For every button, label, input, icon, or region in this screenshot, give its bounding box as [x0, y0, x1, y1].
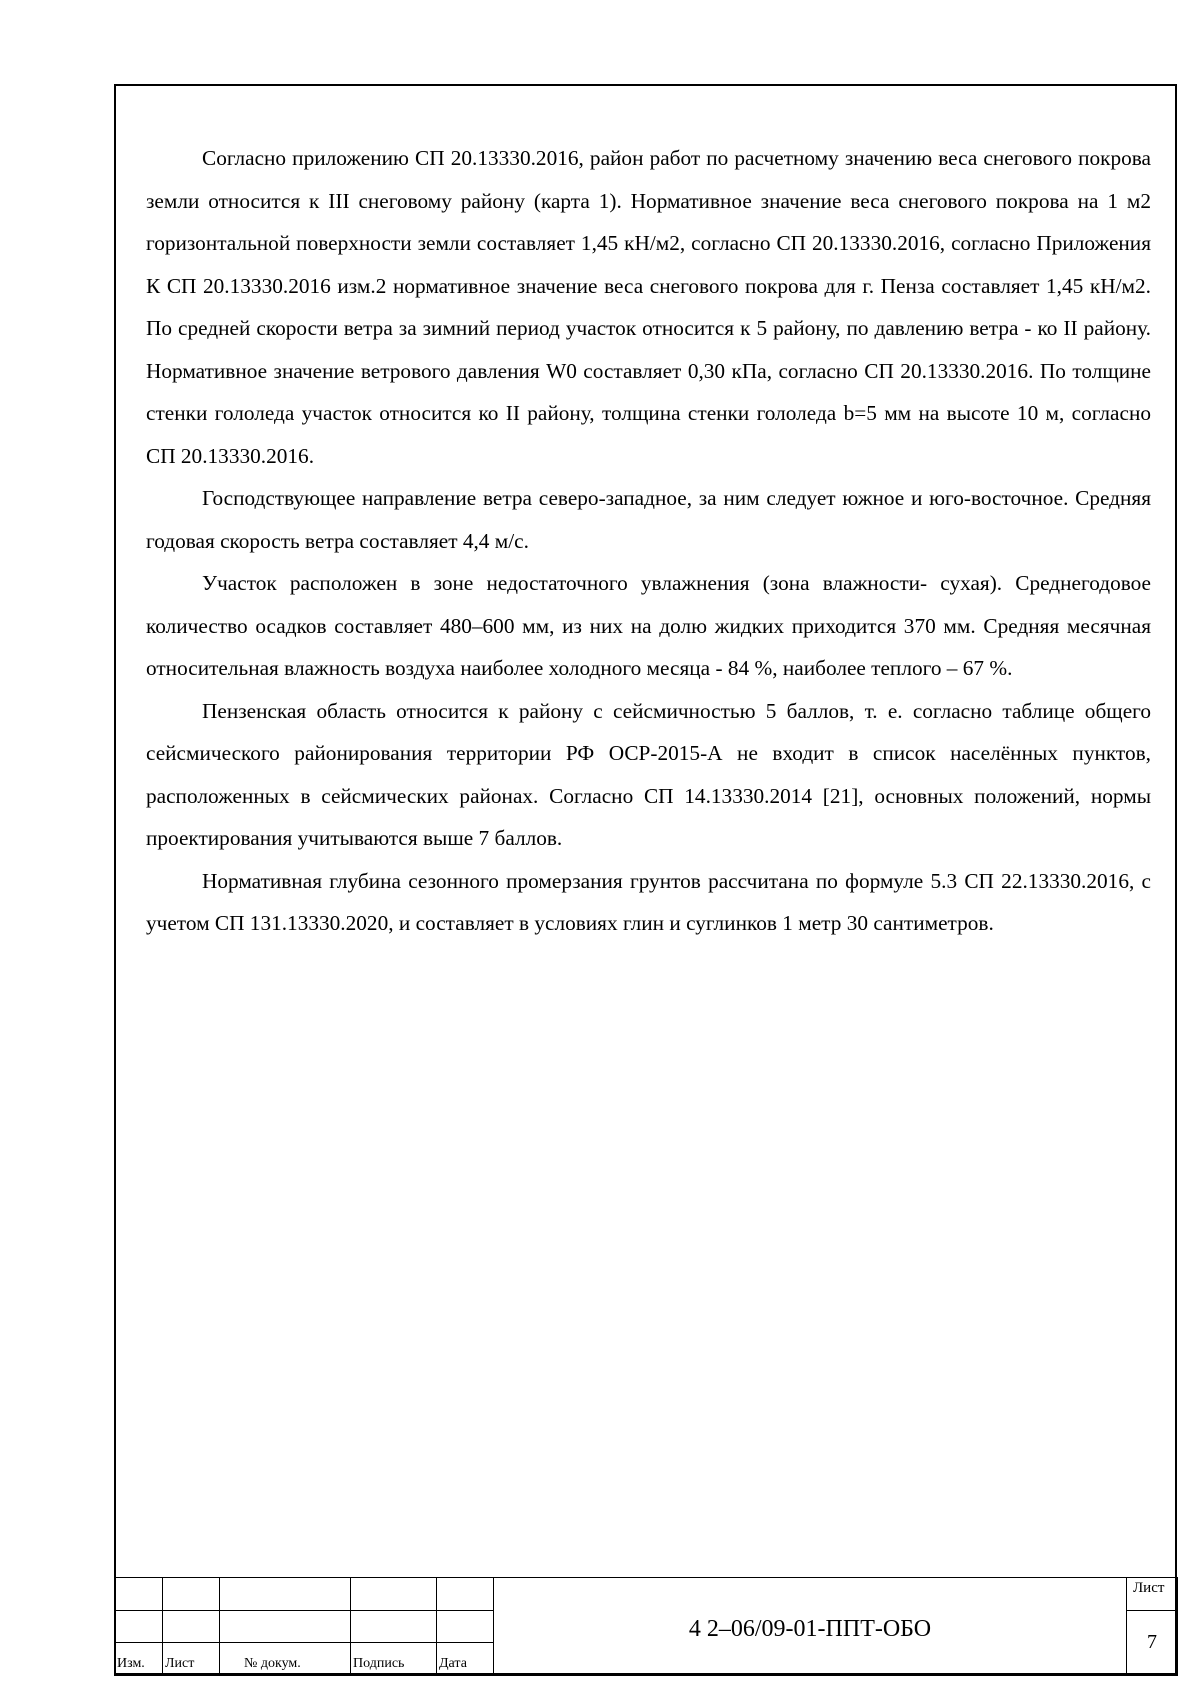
title-block-cell: [115, 1578, 163, 1611]
paragraph-frost-depth: Нормативная глубина сезонного промерзания грунтов рассчитана по формуле 5.3 СП 22.13330.2016, с учетом СП 131.13330.2020, и составляет в условиях глин и суглинков 1 метр 30 сантиметров.: [146, 868, 1151, 935]
title-block: [114, 1577, 1178, 1676]
title-block-cell: [163, 1578, 220, 1611]
document-body: [146, 137, 1151, 945]
title-block-cell: [351, 1578, 437, 1611]
paragraph-humidity: Участок расположен в зоне недостаточного увлажнения (зона влажности- сухая). Среднегодовое количество осадков составляет 480–600 мм, из них на долю жидких приходится 370 мм. Средняя месячная относительная влажность воздуха наиболее холодного месяца - 84 %, наиболее теплого – 67 %.: [146, 571, 1151, 680]
sheet-label: Лист: [1127, 1578, 1178, 1611]
title-block-cell: [220, 1578, 351, 1611]
col-label-doc-number: № докум.: [220, 1643, 351, 1676]
col-label-sheet: Лист: [163, 1643, 220, 1676]
title-block-cell: [437, 1610, 494, 1643]
document-code: 4 2–06/09-01-ППТ-ОБО: [494, 1578, 1127, 1676]
paragraph-seismicity: Пензенская область относится к району с сейсмичностью 5 баллов, т. е. согласно таблице общего сейсмического районирования территории РФ ОСР-2015-А не входит в список населённых пунктов, расположенных в сейсмических районах. Согласно СП 14.13330.2014 [21], основных положений, нормы проектирования учитываются выше 7 баллов.: [146, 698, 1151, 850]
paragraph-snow-wind-ice: Согласно приложению СП 20.13330.2016, район работ по расчетному значению веса снегового покрова земли относится к III снеговому району (карта 1). Нормативное значение веса снегового покрова на 1 м2 горизонтальной поверхности земли составляет 1,45 кН/м2, согласно СП 20.13330.2016, согласно Приложения К СП 20.13330.2016 изм.2 нормативное значение веса снегового покрова для г. Пенза составляет 1,45 кН/м2. По средней скорости ветра за зимний период участок относится к 5 району, по давлению ветра - ко II району. Нормативное значение ветрового давления W0 составляет 0,30 кПа, согласно СП 20.13330.2016. По толщине стенки гололеда участок относится ко II району, толщина стенки гололеда b=5 мм на высоте 10 м, согласно СП 20.13330.2016.: [146, 146, 1151, 468]
title-block-cell: [220, 1610, 351, 1643]
sheet-number: 7: [1127, 1610, 1178, 1675]
title-block-cell: [163, 1610, 220, 1643]
col-label-date: Дата: [437, 1643, 494, 1676]
title-block-cell: [437, 1578, 494, 1611]
title-block-cell: [351, 1610, 437, 1643]
title-block-cell: [115, 1610, 163, 1643]
col-label-signature: Подпись: [351, 1643, 437, 1676]
paragraph-wind-direction: Господствующее направление ветра северо-западное, за ним следует южное и юго-восточное. Средняя годовая скорость ветра составляет 4,4 м/с.: [146, 486, 1151, 553]
col-label-change: Изм.: [115, 1643, 163, 1676]
